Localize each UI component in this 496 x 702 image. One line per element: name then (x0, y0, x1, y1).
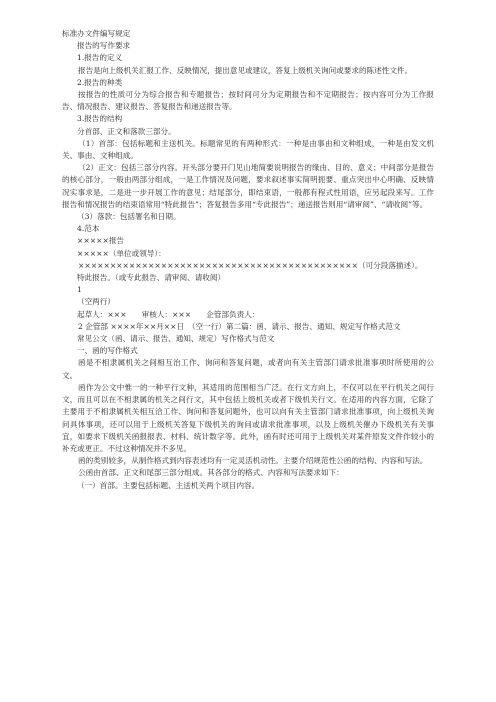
paragraph-line: 特此报告。（或专此报告、请审阅、请收阅） (77, 273, 226, 283)
paragraph-line: 2.报告的种类 (77, 77, 123, 87)
paragraph-line: 报告是向上级机关汇报工作、反映情况，提出意见或建议，答复上级机关询问或要求的陈述性文件。 (78, 65, 413, 75)
paragraph-line: 起草人：××× 审核人：××× 企管部负责人： (77, 309, 260, 319)
paragraph-line: （一）首部。主要包括标题、主送机关两个项目内容。 (77, 480, 260, 490)
paragraph-line: ××××××××××××××××××××××××××××××××××××××××××××（可分段落描述）。 (78, 260, 423, 270)
document-body (62, 40, 434, 492)
paragraph-line: 2 企管部 ××××年××月××日 （空一行）第二篇：函、请示、报告、通知、规定写作格式范文 (78, 321, 401, 331)
paragraph-line: ×××××报告 (77, 236, 125, 246)
paragraph-line: （1）首部：包括标题和主送机关。标题常见的有两种形式：一种是由事由和文种组成，一种是由发文机关、事由、文种组成。 (62, 138, 434, 161)
paragraph-line: 函作为公文中惟一的一种平行文种，其适用的范围相当广泛。在行文方向上，不仅可以在平行机关之间行文，而且可以在不相隶属的机关之间行文，其中包括上级机关或者下级机关行文。在适用的内容方面，它除了主要用于不相隶属机关相互洽工作、询问和答复问题外，也可以向有关主管部门请求批准事项，向上级机关询问具体事项，还可以用于上级机关答复下级机关的询问或请求批准事项，以及上级机关催办下级机关有关事宜，如要求下级机关函报报表、材料、统计数字等。此外，函有时还可用于上级机关对某件原发文件作较小的补充或更正。不过这种情况并不多见。 (62, 382, 434, 453)
paragraph-line: 1 (77, 285, 82, 295)
paragraph-line: （2）正文：包括三部分内容。开头部分要开门见山地简要说明报告的缘由、目的、意义；中间部分是报告的核心部分，一般由两部分组成，一是工作情况及问题，要求叙述事实简明扼要、重点突出中心明确、反映情况实事求是，二是进一步开展工作的意见；结尾部分，即结束语，一般都有程式性用语，应另起段来写。工作报告和情况报告的结束语常用“特此报告”；答复报告多用“专此报告”；递送报告则用“请审阅”、“请收阅”等。 (62, 163, 434, 209)
paragraph-line: 4.范本 (77, 224, 100, 234)
paragraph-line: 常见公文（函、请示、报告、通知、规定）写作格式与范文 (77, 334, 275, 344)
paragraph-line: 一、函的写作格式 (77, 346, 138, 356)
paragraph-line: 公函由首部、正文和尾部三部分组成。其各部分的格式、内容和写法要求如下： (78, 468, 344, 478)
paragraph-line: ×××××（单位或领导）： (77, 248, 166, 258)
paragraph-line: 报告的写作要求 (77, 41, 131, 51)
document-title: 标准办文件编写规定 (62, 29, 131, 38)
paragraph-line: 1.报告的定义 (77, 53, 123, 63)
paragraph-line: 3.报告的结构 (77, 114, 123, 124)
paragraph-line: （空两行） (77, 297, 115, 307)
paragraph-line: 函是不相隶属机关之间相互治工作、询问和答复问题，或者向有关主管部门请求批准事项时所使用的公文。 (62, 358, 434, 380)
paragraph-line: 函的类别较多，从制作格式到内容表述均有一定灵活机动性。主要介绍规范性公函的结构、内容和写法。 (78, 456, 428, 466)
paragraph-line: 分首部、正文和落款三部分。 (77, 126, 176, 136)
paragraph-line: 按报告的性质可分为综合报告和专题报告；按时间可分为定期报告和不定期报告；按内容可分为工作报告、情况报告、建议报告、答复报告和递送报告等。 (62, 90, 434, 112)
paragraph-line: （3）落款：包括署名和日期。 (77, 212, 181, 222)
